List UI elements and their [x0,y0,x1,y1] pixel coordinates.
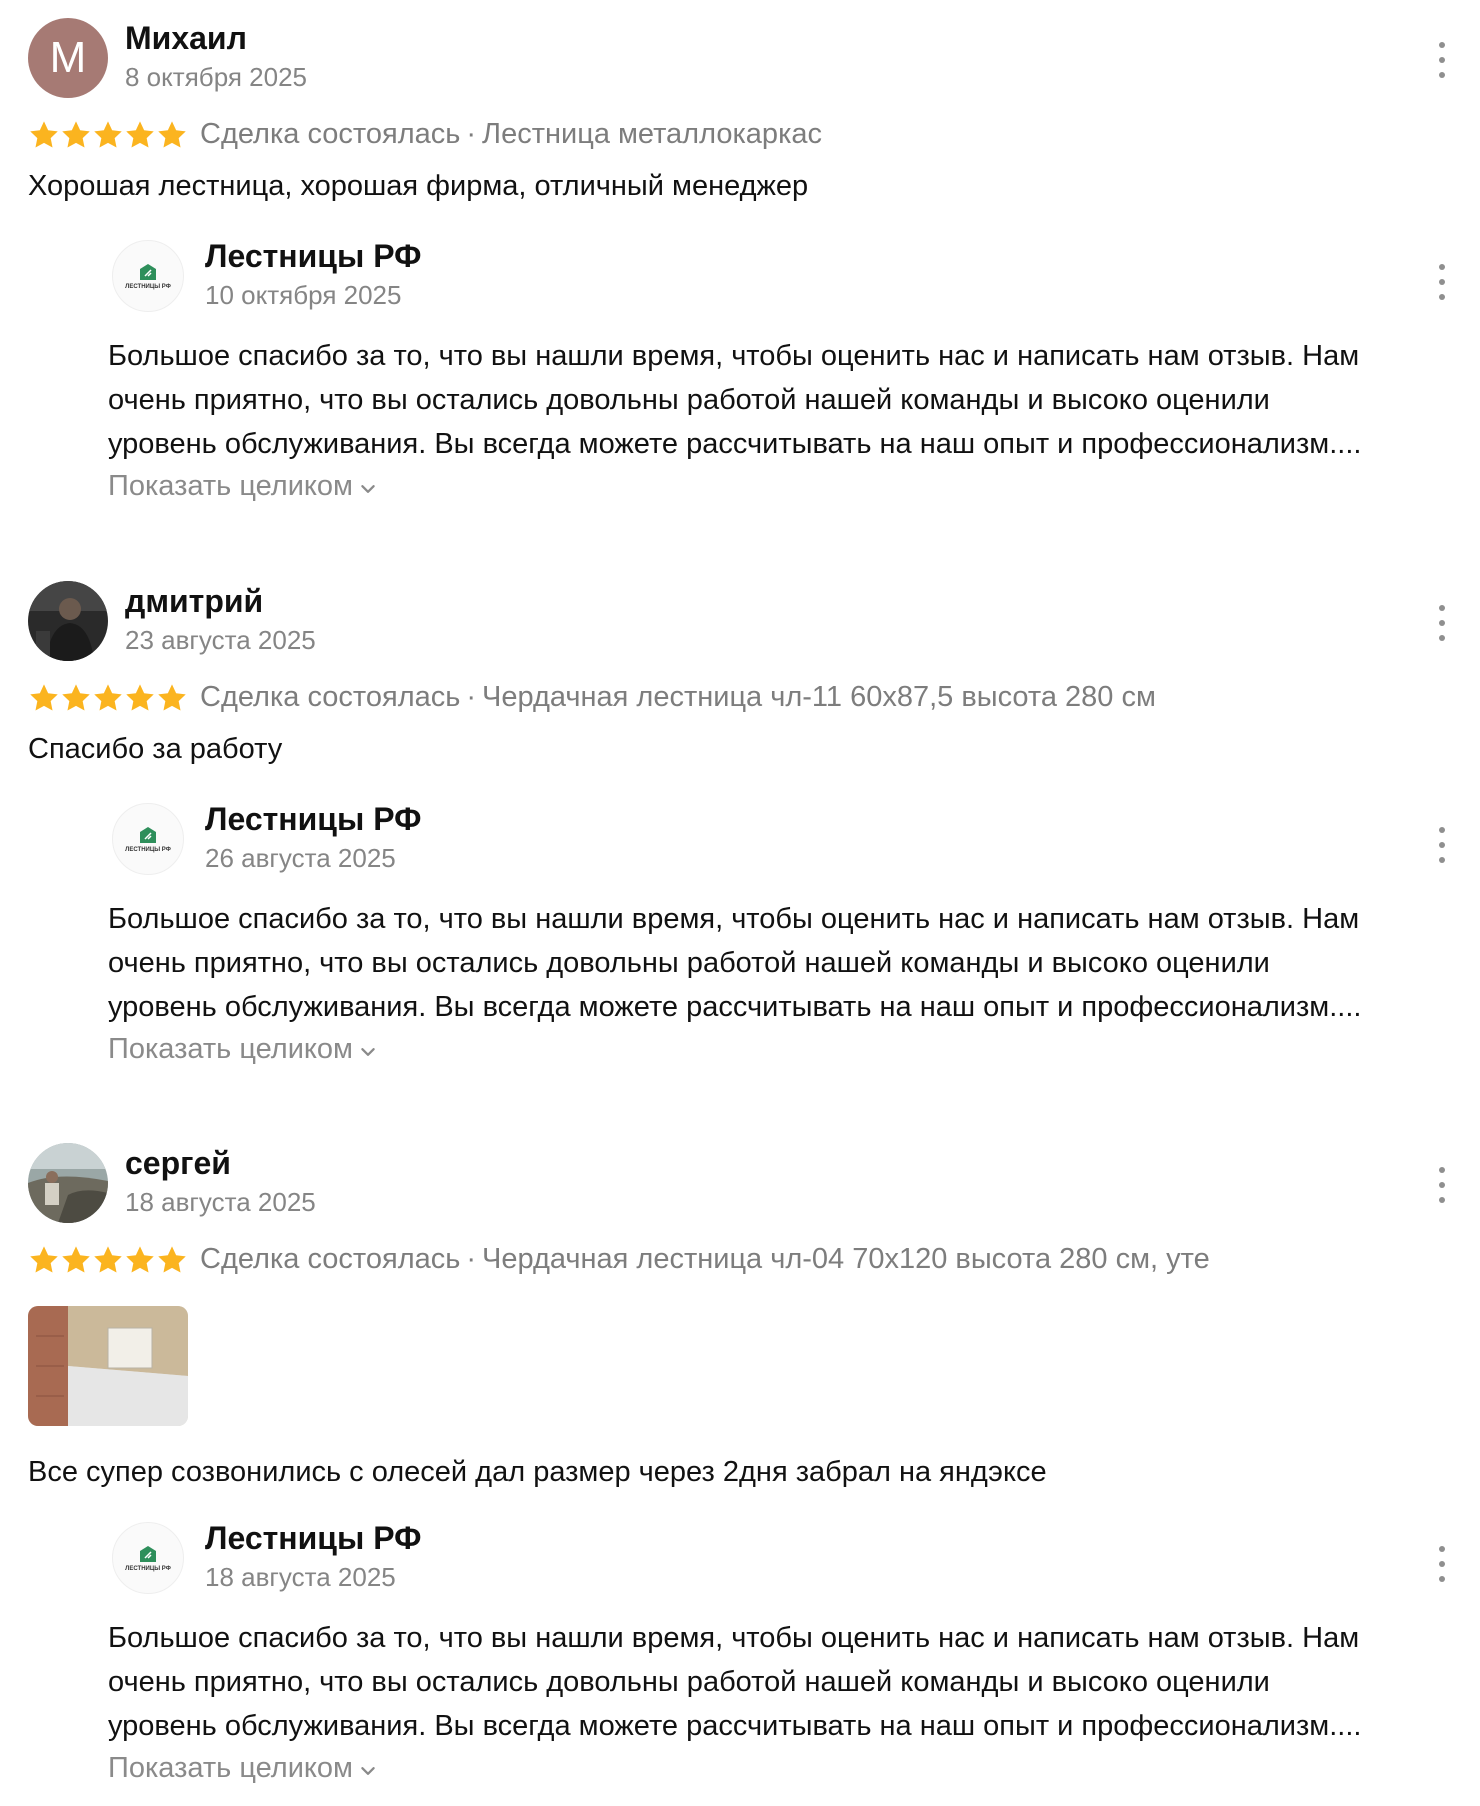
logo-house-icon [139,1545,157,1563]
deal-status: Сделка состоялась [200,681,461,713]
company-logo [112,240,184,312]
avatar-letter: M [49,33,87,82]
show-more-button[interactable] [108,1033,377,1066]
more-options-icon[interactable] [1432,827,1452,863]
review-text: Хорошая лестница, хорошая фирма, отличный менеджер [28,170,809,202]
rating-stars [28,119,188,151]
reply-author[interactable]: Лестницы РФ [205,1520,422,1556]
star-icon [156,682,188,714]
show-more-label: Показать целиком [108,1033,353,1065]
chevron-down-icon [359,480,377,498]
star-icon [60,682,92,714]
reply-date: 26 августа 2025 [205,843,396,873]
logo-text: ЛЕСТНИЦЫ РФ [125,846,171,853]
logo-text: ЛЕСТНИЦЫ РФ [125,1565,171,1572]
logo-house-icon [139,263,157,281]
more-options-icon[interactable] [1432,264,1452,300]
user-photo [28,581,108,661]
show-more-button[interactable] [108,1752,377,1785]
star-icon [28,1244,60,1276]
reply-line: Большое спасибо за то, что вы нашли время, чтобы оценить нас и написать нам отзыв. Нам [108,1622,1360,1654]
chevron-down-icon [359,1043,377,1061]
review-text: Все супер созвонились с олесей дал размер через 2дня забрал на яндэксе [28,1456,1047,1488]
reply-text [108,897,1448,1029]
review-meta [28,681,1156,714]
star-icon [124,1244,156,1276]
star-icon [92,119,124,151]
reply-author[interactable]: Лестницы РФ [205,238,422,274]
show-more-label: Показать целиком [108,470,353,502]
show-more-label: Показать целиком [108,1752,353,1784]
company-logo [112,1522,184,1594]
photo-attic-hatch [28,1306,188,1426]
author-name[interactable]: дмитрий [125,583,264,619]
rating-stars [28,1244,188,1276]
review-date: 18 августа 2025 [125,1187,316,1217]
author-name[interactable]: сергей [125,1145,231,1181]
reply-line: очень приятно, что вы остались довольны работой нашей команды и высоко оценили [108,1666,1270,1698]
reply-text [108,1616,1448,1748]
star-icon [156,1244,188,1276]
star-icon [156,119,188,151]
product-link[interactable]: Чердачная лестница чл-04 70х120 высота 280 см, уте [482,1243,1210,1275]
review-date: 23 августа 2025 [125,625,316,655]
review-meta [28,118,822,151]
star-icon [92,1244,124,1276]
meta-separator: · [466,681,477,713]
star-icon [60,1244,92,1276]
product-link[interactable]: Лестница металлокаркас [482,118,823,150]
meta-separator: · [466,1243,477,1275]
reply-author[interactable]: Лестницы РФ [205,801,422,837]
reply-text [108,334,1448,466]
reply-line: Большое спасибо за то, что вы нашли время, чтобы оценить нас и написать нам отзыв. Нам [108,340,1360,372]
user-photo [28,1143,108,1223]
review-text: Спасибо за работу [28,733,283,765]
logo-house-icon [139,826,157,844]
deal-status: Сделка состоялась [200,118,461,150]
chevron-down-icon [359,1762,377,1780]
star-icon [28,119,60,151]
product-link[interactable]: Чердачная лестница чл-11 60х87,5 высота 280 см [482,681,1156,713]
logo-text: ЛЕСТНИЦЫ РФ [125,283,171,290]
more-options-icon[interactable] [1432,1167,1452,1203]
author-name[interactable]: Михаил [125,20,247,56]
reply-line: очень приятно, что вы остались довольны работой нашей команды и высоко оценили [108,384,1270,416]
more-options-icon[interactable] [1432,605,1452,641]
reply-line: уровень обслуживания. Вы всегда можете рассчитывать на наш опыт и профессионализм.... [108,1710,1362,1742]
star-icon [124,119,156,151]
meta-separator: · [466,118,477,150]
reply-line: уровень обслуживания. Вы всегда можете рассчитывать на наш опыт и профессионализм.... [108,428,1362,460]
company-logo [112,803,184,875]
reply-line: очень приятно, что вы остались довольны работой нашей команды и высоко оценили [108,947,1270,979]
review-meta [28,1243,1210,1276]
more-options-icon[interactable] [1432,1546,1452,1582]
review-date: 8 октября 2025 [125,62,307,92]
avatar[interactable] [28,581,108,661]
review-photo-thumbnail[interactable] [28,1306,188,1426]
star-icon [124,682,156,714]
reply-date: 10 октября 2025 [205,280,402,310]
deal-status: Сделка состоялась [200,1243,461,1275]
star-icon [60,119,92,151]
star-icon [28,682,60,714]
avatar[interactable] [28,18,108,98]
avatar[interactable] [28,1143,108,1223]
reply-date: 18 августа 2025 [205,1562,396,1592]
more-options-icon[interactable] [1432,42,1452,78]
star-icon [92,682,124,714]
reply-line: уровень обслуживания. Вы всегда можете рассчитывать на наш опыт и профессионализм.... [108,991,1362,1023]
rating-stars [28,682,188,714]
show-more-button[interactable] [108,470,377,503]
reply-line: Большое спасибо за то, что вы нашли время, чтобы оценить нас и написать нам отзыв. Нам [108,903,1360,935]
